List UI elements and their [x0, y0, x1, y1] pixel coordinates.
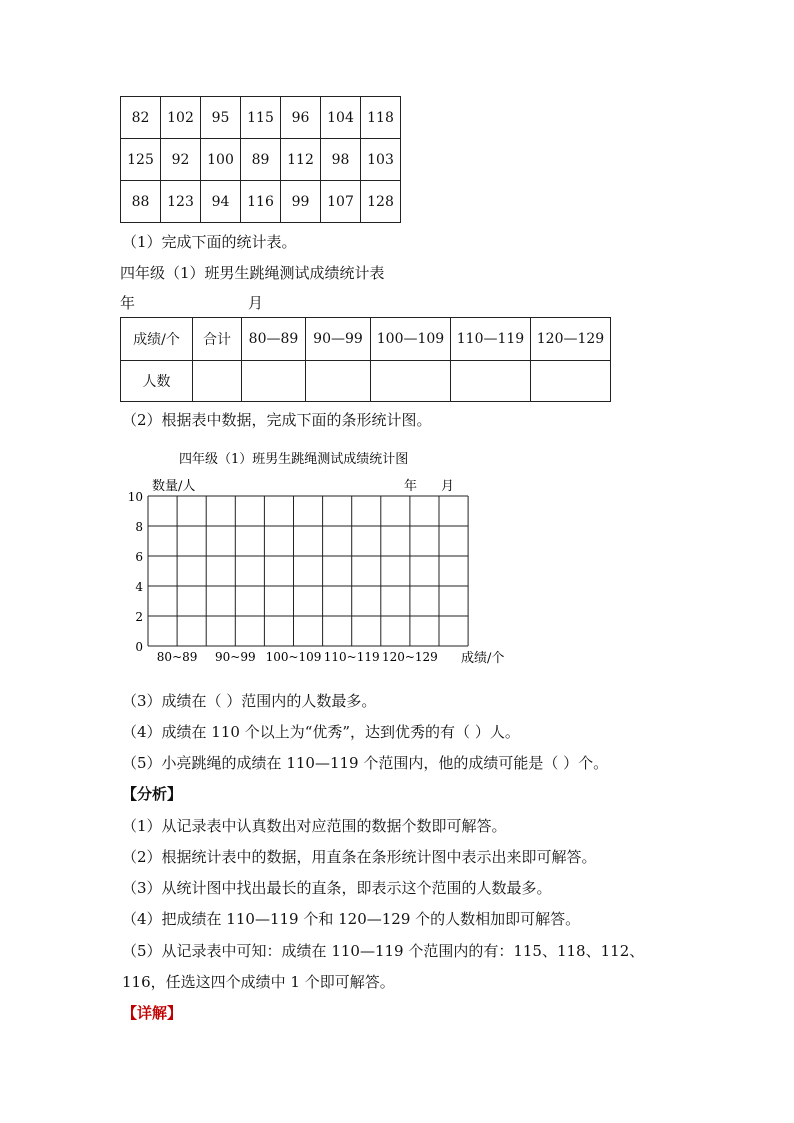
question-4: （4）成绩在 110 个以上为“优秀”，达到优秀的有（ ）人。 [122, 723, 520, 741]
chart-date-month: 月 [441, 479, 455, 494]
stat-table-count-row [121, 361, 611, 402]
x-tick-label: 110~119 [323, 650, 380, 664]
analysis-line: 116，任选这四个成绩中 1 个即可解答。 [122, 973, 395, 991]
chart-x-ticks [157, 650, 438, 664]
analysis-line: （4）把成绩在 110—119 个和 120—129 个的人数相加即可解答。 [122, 910, 581, 928]
raw-data-cell: 123 [161, 181, 201, 223]
y-tick-label: 4 [135, 580, 143, 594]
stat-table [120, 317, 611, 402]
raw-data-cell: 100 [201, 139, 241, 181]
y-tick-label: 0 [135, 640, 143, 654]
stat-cell-count-label: 人数 [121, 361, 193, 402]
raw-data-cell: 102 [161, 97, 201, 139]
x-tick-label: 90~99 [215, 650, 256, 664]
table-date-month: 月 [248, 294, 264, 312]
stat-cell-label: 成绩/个 [121, 318, 193, 361]
chart-date-year: 年 [404, 479, 418, 494]
x-tick-label: 80~89 [156, 650, 198, 664]
chart-grid [148, 496, 468, 646]
raw-data-cell: 112 [281, 139, 321, 181]
chart-ylabel: 数量/人 [152, 479, 196, 494]
analysis-line: （5）从记录表中可知：成绩在 110—119 个范围内的有：115、118、112、 [122, 942, 645, 960]
x-tick-label: 100~109 [265, 650, 322, 664]
x-tick-label: 120~129 [381, 650, 438, 664]
chart-y-ticks [128, 490, 144, 654]
question-1: （1）完成下面的统计表。 [122, 233, 297, 251]
stat-table-header-row [121, 318, 611, 361]
stat-cell-empty [531, 361, 611, 402]
y-tick-label: 10 [127, 490, 143, 504]
stat-cell-range: 120—129 [531, 318, 611, 361]
stat-cell-empty [451, 361, 531, 402]
y-tick-label: 8 [135, 520, 143, 534]
raw-data-cell: 128 [361, 181, 401, 223]
raw-data-cell: 88 [121, 181, 161, 223]
raw-data-row [121, 97, 401, 139]
detail-header: 【详解】 [122, 1004, 183, 1022]
raw-data-cell: 104 [321, 97, 361, 139]
raw-data-cell: 82 [121, 97, 161, 139]
stat-cell-range: 80—89 [242, 318, 306, 361]
analysis-line: （1）从记录表中认真数出对应范围的数据个数即可解答。 [122, 817, 507, 835]
raw-data-row [121, 181, 401, 223]
stat-cell-empty [242, 361, 306, 402]
raw-data-cell: 115 [241, 97, 281, 139]
raw-data-cell: 103 [361, 139, 401, 181]
raw-data-cell: 96 [281, 97, 321, 139]
raw-data-cell: 94 [201, 181, 241, 223]
table-date-year: 年 [120, 294, 136, 312]
raw-data-cell: 89 [241, 139, 281, 181]
stat-cell-empty [306, 361, 371, 402]
raw-data-cell: 99 [281, 181, 321, 223]
stat-cell-total: 合计 [193, 318, 242, 361]
analysis-line: （3）从统计图中找出最长的直条，即表示这个范围的人数最多。 [122, 879, 552, 897]
stat-cell-range: 100—109 [371, 318, 451, 361]
analysis-header: 【分析】 [122, 785, 183, 803]
raw-data-row [121, 139, 401, 181]
analysis-line: （2）根据统计表中的数据，用直条在条形统计图中表示出来即可解答。 [122, 848, 597, 866]
stat-cell-range: 110—119 [451, 318, 531, 361]
question-3: （3）成绩在（ ）范围内的人数最多。 [122, 692, 377, 710]
question-5: （5）小亮跳绳的成绩在 110—119 个范围内，他的成绩可能是（ ）个。 [122, 754, 609, 772]
table-title: 四年级（1）班男生跳绳测试成绩统计表 [120, 264, 385, 282]
raw-data-cell: 95 [201, 97, 241, 139]
raw-data-cell: 107 [321, 181, 361, 223]
raw-data-cell: 92 [161, 139, 201, 181]
y-tick-label: 2 [135, 610, 143, 624]
stat-cell-empty [371, 361, 451, 402]
y-tick-label: 6 [135, 550, 143, 564]
stat-cell-empty [193, 361, 242, 402]
question-2: （2）根据表中数据，完成下面的条形统计图。 [122, 411, 432, 429]
stat-cell-range: 90—99 [306, 318, 371, 361]
chart-title: 四年级（1）班男生跳绳测试成绩统计图 [179, 452, 409, 467]
chart-xlabel: 成绩/个 [461, 651, 505, 666]
raw-data-cell: 116 [241, 181, 281, 223]
raw-data-cell: 98 [321, 139, 361, 181]
raw-data-cell: 125 [121, 139, 161, 181]
bar-chart [0, 440, 794, 670]
raw-data-table [120, 96, 401, 223]
raw-data-cell: 118 [361, 97, 401, 139]
